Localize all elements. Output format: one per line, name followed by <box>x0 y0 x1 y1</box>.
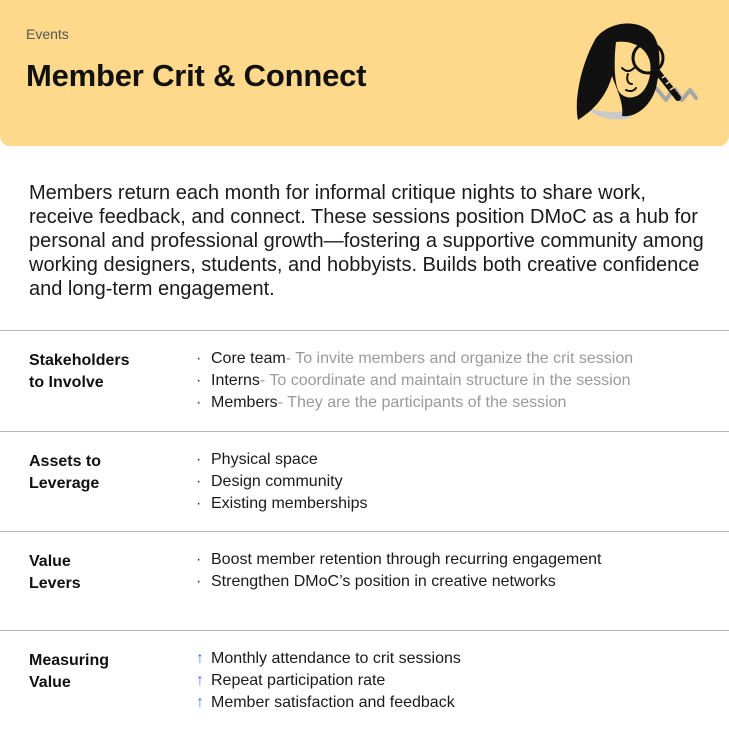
value-levers-list <box>196 549 601 593</box>
list-item: ↑ Monthly attendance to crit sessions <box>196 648 461 670</box>
list-item: · Members - They are the participants of the session <box>196 394 567 411</box>
list-item: ↑ Member satisfaction and feedback <box>196 692 461 714</box>
list-item: · Physical space <box>196 451 318 468</box>
stakeholder-list <box>196 348 633 414</box>
list-item: · Strengthen DMoC’s position in creative networks <box>196 573 556 590</box>
section-label: Value Levers <box>29 553 81 592</box>
section-label: Measuring Value <box>29 652 110 691</box>
category-label: Events <box>26 26 69 42</box>
arrow-up-icon: ↑ <box>196 650 204 667</box>
arrow-up-icon: ↑ <box>196 672 204 689</box>
assets-list <box>196 449 368 515</box>
arrow-up-icon: ↑ <box>196 694 204 711</box>
section-measuring-value <box>0 630 729 739</box>
list-item: · Design community <box>196 473 343 490</box>
list-item: · Interns - To coordinate and maintain structure in the session <box>196 372 631 389</box>
section-value-levers <box>0 531 729 630</box>
header-banner <box>0 0 729 146</box>
list-item: · Core team - To invite members and organize the crit session <box>196 350 634 367</box>
list-item: ↑ Repeat participation rate <box>196 670 461 692</box>
section-label: Assets to Leverage <box>29 453 102 492</box>
list-item: · Boost member retention through recurring engagement <box>196 551 602 568</box>
page-title: Member Crit & Connect <box>26 58 367 93</box>
section-stakeholders <box>0 330 729 431</box>
measuring-list <box>196 648 461 714</box>
list-item: · Existing memberships <box>196 495 368 512</box>
intro-paragraph: Members return each month for informal critique nights to share work, receive feedback, and connect. These sessions position DMoC as a hub for personal and professional growth—fostering a supportive community among working designers, students, and hobbyists. Builds both creative confidence and long-term engagement. <box>29 182 704 300</box>
woman-magnifying-glass-illustration <box>570 18 705 126</box>
section-assets <box>0 431 729 531</box>
section-label: Stakeholders to Involve <box>29 352 130 391</box>
